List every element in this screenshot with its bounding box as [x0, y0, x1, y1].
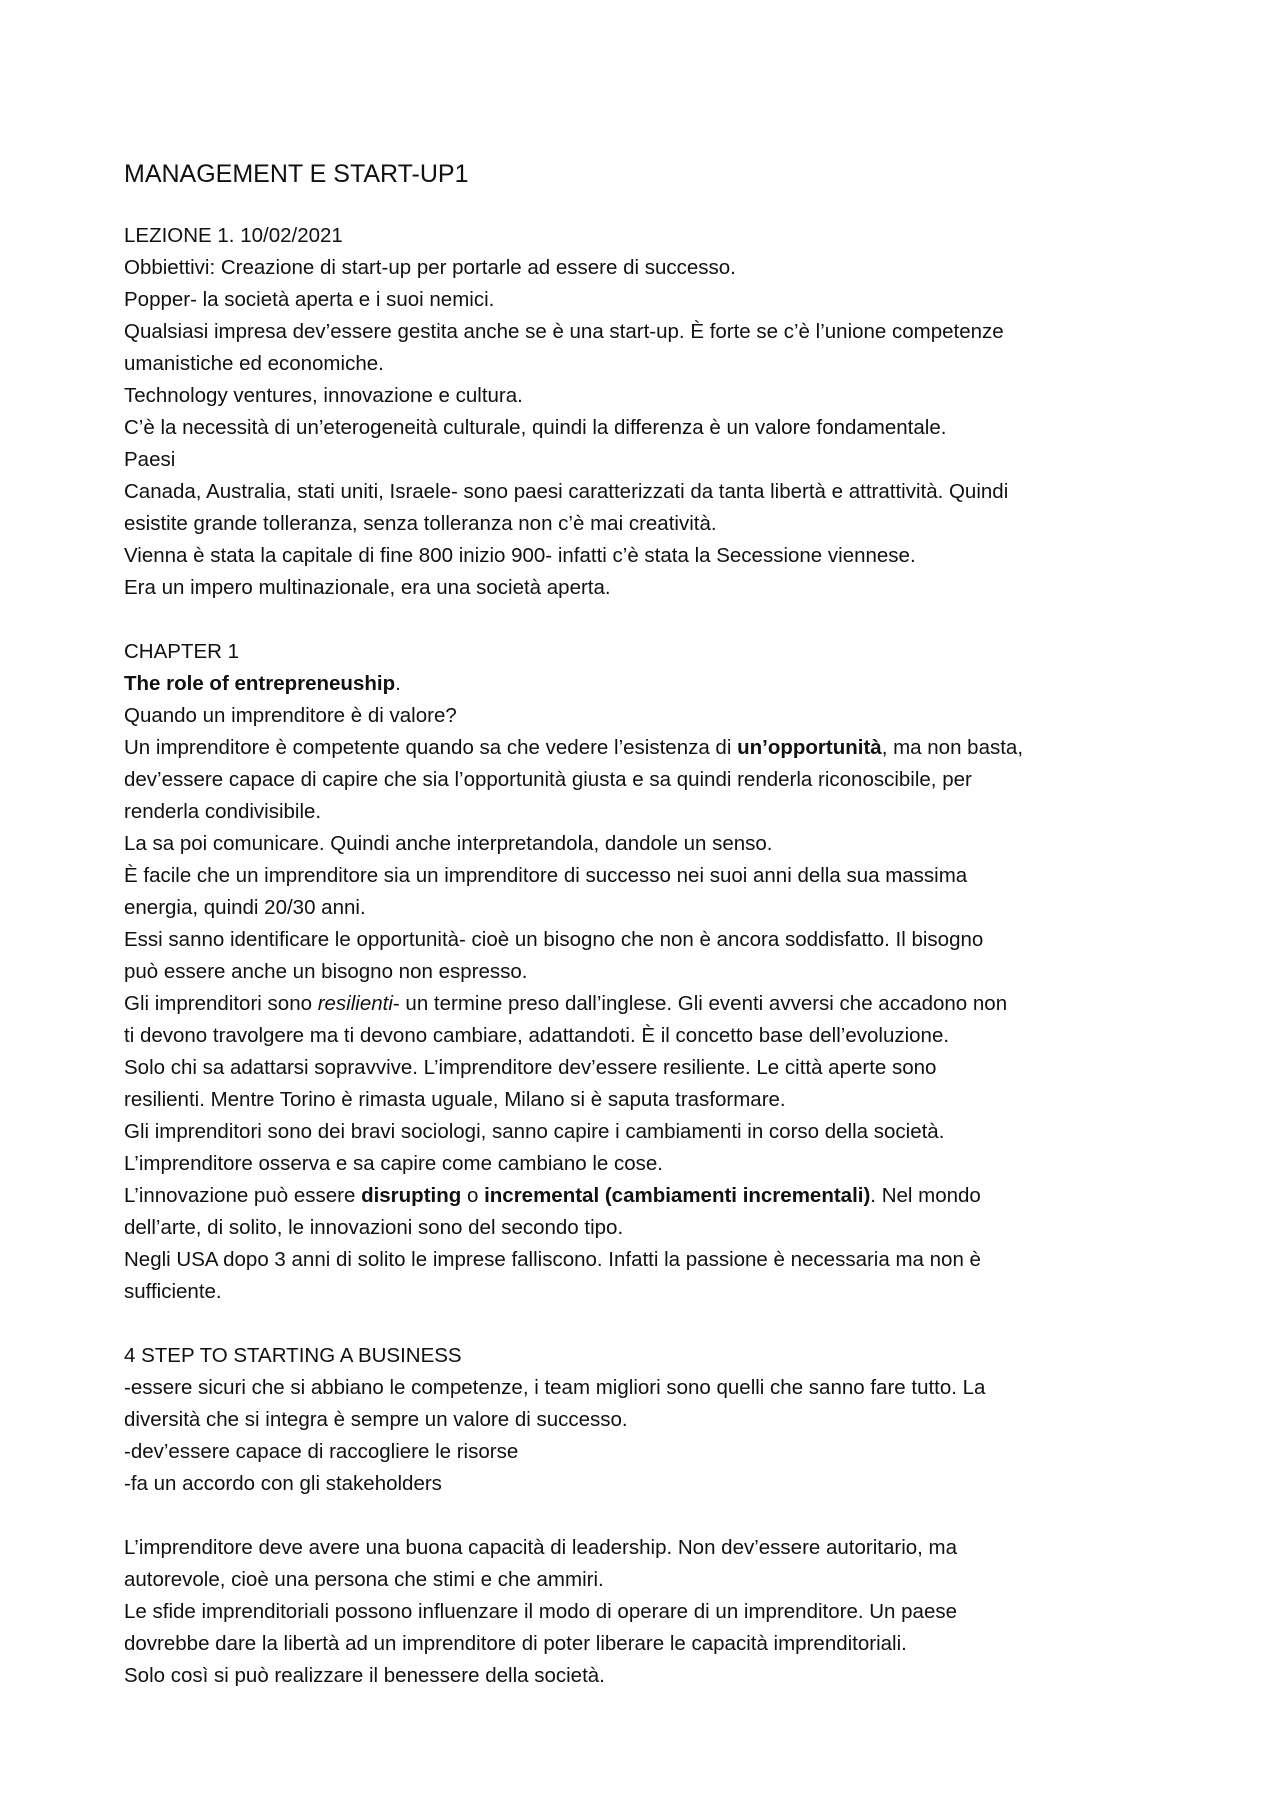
- closing-line: autorevole, cioè una persona che stimi e che ammiri.: [124, 1568, 604, 1591]
- text-run: , ma non basta,: [881, 736, 1024, 759]
- chapter-line: renderla condivisibile.: [124, 800, 322, 823]
- chapter-line: È facile che un imprenditore sia un imprenditore di successo nei suoi anni della sua massima: [124, 864, 968, 887]
- paragraph-gap: [124, 1500, 1174, 1532]
- steps-line: -essere sicuri che si abbiano le competenze, i team migliori sono quelli che sanno fare tutto. La: [124, 1376, 986, 1399]
- bold-run: incremental (cambiamenti incrementali): [484, 1184, 871, 1207]
- chapter-subtitle-end: .: [395, 672, 401, 695]
- document-page: [124, 158, 1174, 1692]
- chapter-section: [124, 636, 1174, 1308]
- chapter-line: Solo chi sa adattarsi sopravvive. L’imprenditore dev’essere resiliente. Le città aperte sono: [124, 1056, 937, 1079]
- text-run: - un termine preso dall’inglese. Gli eventi avversi che accadono non: [392, 992, 1008, 1015]
- steps-section: [124, 1340, 1174, 1500]
- lesson-line: Paesi: [124, 448, 176, 471]
- chapter-line: resilienti. Mentre Torino è rimasta uguale, Milano si è saputa trasformare.: [124, 1088, 786, 1111]
- italic-run: resilienti: [317, 992, 393, 1015]
- text-run: Un imprenditore è competente quando sa che vedere l’esistenza di: [124, 736, 738, 759]
- steps-heading: 4 STEP TO STARTING A BUSINESS: [124, 1344, 462, 1367]
- chapter-line: ti devono travolgere ma ti devono cambiare, adattandoti. È il concetto base dell’evoluzione.: [124, 1024, 950, 1047]
- lesson-line: Era un impero multinazionale, era una società aperta.: [124, 576, 611, 599]
- steps-line: -dev’essere capace di raccogliere le risorse: [124, 1440, 519, 1463]
- chapter-line: Gli imprenditori sono dei bravi sociologi, sanno capire i cambiamenti in corso della società.: [124, 1120, 945, 1143]
- text-run: . Nel mondo: [870, 1184, 981, 1207]
- chapter-line: Essi sanno identificare le opportunità- cioè un bisogno che non è ancora soddisfatto. Il bisogno: [124, 928, 984, 951]
- text-run: Gli imprenditori sono: [124, 992, 318, 1015]
- chapter-line: può essere anche un bisogno non espresso.: [124, 960, 528, 983]
- chapter-subtitle: [124, 668, 1174, 700]
- lesson-line: umanistiche ed economiche.: [124, 352, 384, 375]
- lesson-line: Canada, Australia, stati uniti, Israele- sono paesi caratterizzati da tanta libertà e attrattività. Quindi: [124, 480, 1009, 503]
- paragraph-gap: [124, 1308, 1174, 1340]
- bold-run: disrupting: [361, 1184, 462, 1207]
- lesson-line: Technology ventures, innovazione e cultura.: [124, 384, 523, 407]
- chapter-subtitle-bold: The role of entrepreneuship: [124, 672, 396, 695]
- chapter-line: Quando un imprenditore è di valore?: [124, 704, 457, 727]
- closing-line: Le sfide imprenditoriali possono influenzare il modo di operare di un imprenditore. Un paese: [124, 1600, 958, 1623]
- lesson-line: esistite grande tolleranza, senza tolleranza non c’è mai creatività.: [124, 512, 717, 535]
- steps-line: diversità che si integra è sempre un valore di successo.: [124, 1408, 628, 1431]
- chapter-line: dell’arte, di solito, le innovazioni sono del secondo tipo.: [124, 1216, 624, 1239]
- chapter-line: [124, 1180, 1174, 1212]
- paragraph-gap: [124, 604, 1174, 636]
- lesson-section: [124, 220, 1174, 604]
- steps-line: -fa un accordo con gli stakeholders: [124, 1472, 442, 1495]
- lesson-line: Obbiettivi: Creazione di start-up per portarle ad essere di successo.: [124, 256, 736, 279]
- closing-section: [124, 1532, 1174, 1692]
- chapter-line: [124, 732, 1174, 764]
- chapter-line: La sa poi comunicare. Quindi anche interpretandola, dandole un senso.: [124, 832, 773, 855]
- closing-line: L’imprenditore deve avere una buona capacità di leadership. Non dev’essere autoritario, ma: [124, 1536, 958, 1559]
- text-run: o: [461, 1184, 485, 1207]
- text-run: L’innovazione può essere: [124, 1184, 362, 1207]
- lesson-heading: LEZIONE 1. 10/02/2021: [124, 224, 343, 247]
- bold-run: un’opportunità: [737, 736, 882, 759]
- chapter-line: sufficiente.: [124, 1280, 222, 1303]
- chapter-heading: CHAPTER 1: [124, 640, 240, 663]
- lesson-line: Vienna è stata la capitale di fine 800 inizio 900- infatti c’è stata la Secessione viennese.: [124, 544, 916, 567]
- lesson-line: C’è la necessità di un’eterogeneità culturale, quindi la differenza è un valore fondamentale.: [124, 416, 947, 439]
- chapter-line: energia, quindi 20/30 anni.: [124, 896, 366, 919]
- chapter-line: L’imprenditore osserva e sa capire come cambiano le cose.: [124, 1152, 663, 1175]
- lesson-line: Qualsiasi impresa dev’essere gestita anche se è una start-up. È forte se c’è l’unione competenze: [124, 320, 1004, 343]
- chapter-line: Negli USA dopo 3 anni di solito le imprese falliscono. Infatti la passione è necessaria ma non è: [124, 1248, 981, 1271]
- lesson-line: Popper- la società aperta e i suoi nemici.: [124, 288, 495, 311]
- closing-line: dovrebbe dare la libertà ad un imprenditore di poter liberare le capacità imprenditoriali.: [124, 1632, 907, 1655]
- chapter-line: dev’essere capace di capire che sia l’opportunità giusta e sa quindi renderla riconoscibile, per: [124, 768, 972, 791]
- document-title: MANAGEMENT E START-UP1: [124, 160, 469, 188]
- chapter-line: [124, 988, 1174, 1020]
- closing-line: Solo così si può realizzare il benessere della società.: [124, 1664, 605, 1687]
